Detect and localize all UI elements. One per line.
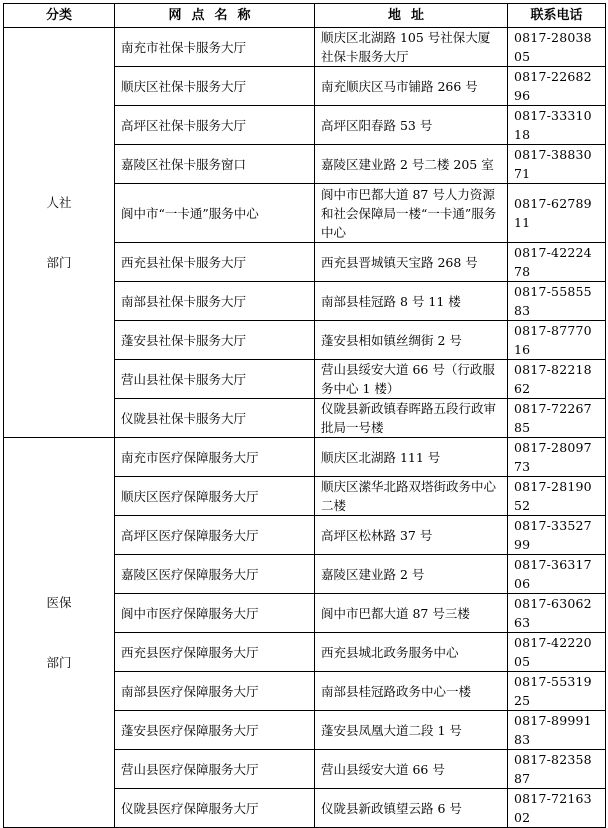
location-phone: 0817-4222005 <box>508 633 606 672</box>
header-address: 地址 <box>315 4 508 28</box>
location-phone: 0817-7226785 <box>508 399 606 438</box>
category-line2: 部门 <box>46 254 72 270</box>
location-name: 嘉陵区医疗保障服务大厅 <box>115 555 315 594</box>
category-line1: 医保 <box>46 594 72 610</box>
location-address: 仪陇县新政镇春晖路五段行政审批局一号楼 <box>315 399 508 438</box>
table-row <box>4 28 606 67</box>
location-address: 营山县绥安大道 66 号（行政服务中心 1 楼） <box>315 360 508 399</box>
location-phone: 0817-2268296 <box>508 67 606 106</box>
location-phone: 0817-8235887 <box>508 750 606 789</box>
location-address: 高坪区阳春路 53 号 <box>315 106 508 145</box>
location-name: 营山县医疗保障服务大厅 <box>115 750 315 789</box>
header-name: 网点名称 <box>115 4 315 28</box>
location-name: 蓬安县医疗保障服务大厅 <box>115 711 315 750</box>
location-address: 仪陇县新政镇望云路 6 号 <box>315 789 508 828</box>
header-phone: 联系电话 <box>508 4 606 28</box>
service-location-table <box>3 3 606 828</box>
location-phone: 0817-5585583 <box>508 282 606 321</box>
category-line2: 部门 <box>46 654 72 670</box>
location-phone: 0817-2803805 <box>508 28 606 67</box>
location-name: 顺庆区医疗保障服务大厅 <box>115 477 315 516</box>
location-name: 顺庆区社保卡服务大厅 <box>115 67 315 106</box>
location-name: 阆中市医疗保障服务大厅 <box>115 594 315 633</box>
location-phone: 0817-3352799 <box>508 516 606 555</box>
location-phone: 0817-7216302 <box>508 789 606 828</box>
location-address: 蓬安县相如镇丝绸街 2 号 <box>315 321 508 360</box>
location-address: 西充县晋城镇天宝路 268 号 <box>315 243 508 282</box>
location-address: 高坪区松林路 37 号 <box>315 516 508 555</box>
location-address: 营山县绥安大道 66 号 <box>315 750 508 789</box>
category-line1: 人社 <box>46 194 72 210</box>
location-address: 西充县城北政务服务中心 <box>315 633 508 672</box>
location-name: 南部县社保卡服务大厅 <box>115 282 315 321</box>
location-name: 南充市社保卡服务大厅 <box>115 28 315 67</box>
location-phone: 0817-5531925 <box>508 672 606 711</box>
location-name: 南充市医疗保障服务大厅 <box>115 438 315 477</box>
location-address: 南部县桂冠路政务中心一楼 <box>315 672 508 711</box>
location-address: 南部县桂冠路 8 号 11 楼 <box>315 282 508 321</box>
location-phone: 0817-8221862 <box>508 360 606 399</box>
table-header-row <box>4 4 606 28</box>
category-cell-medical <box>4 438 115 828</box>
location-name: 蓬安县社保卡服务大厅 <box>115 321 315 360</box>
location-name: 营山县社保卡服务大厅 <box>115 360 315 399</box>
location-name: 嘉陵区社保卡服务窗口 <box>115 145 315 184</box>
location-phone: 0817-8999183 <box>508 711 606 750</box>
location-phone: 0817-6306263 <box>508 594 606 633</box>
location-phone: 0817-4222478 <box>508 243 606 282</box>
location-address: 顺庆区北湖路 105 号社保大厦社保卡服务大厅 <box>315 28 508 67</box>
location-phone: 0817-6278911 <box>508 184 606 243</box>
location-name: 西充县社保卡服务大厅 <box>115 243 315 282</box>
location-name: 南部县医疗保障服务大厅 <box>115 672 315 711</box>
location-name: 阆中市“一卡通”服务中心 <box>115 184 315 243</box>
location-address: 阆中市巴都大道 87 号三楼 <box>315 594 508 633</box>
category-cell-hr <box>4 28 115 438</box>
location-phone: 0817-3631706 <box>508 555 606 594</box>
location-address: 顺庆区潆华北路双塔街政务中心二楼 <box>315 477 508 516</box>
location-address: 阆中市巴都大道 87 号人力资源和社会保障局一楼“一卡通”服务中心 <box>315 184 508 243</box>
location-name: 西充县医疗保障服务大厅 <box>115 633 315 672</box>
header-category: 分类 <box>4 4 115 28</box>
location-address: 南充顺庆区马市铺路 266 号 <box>315 67 508 106</box>
location-phone: 0817-3331018 <box>508 106 606 145</box>
location-phone: 0817-8777016 <box>508 321 606 360</box>
location-phone: 0817-2819052 <box>508 477 606 516</box>
location-name: 仪陇县医疗保障服务大厅 <box>115 789 315 828</box>
location-address: 蓬安县凤凰大道二段 1 号 <box>315 711 508 750</box>
location-address: 嘉陵区建业路 2 号 <box>315 555 508 594</box>
location-phone: 0817-2809773 <box>508 438 606 477</box>
location-address: 嘉陵区建业路 2 号二楼 205 室 <box>315 145 508 184</box>
table-row <box>4 438 606 477</box>
location-name: 仪陇县社保卡服务大厅 <box>115 399 315 438</box>
location-phone: 0817-3883071 <box>508 145 606 184</box>
location-address: 顺庆区北湖路 111 号 <box>315 438 508 477</box>
location-name: 高坪区医疗保障服务大厅 <box>115 516 315 555</box>
location-name: 高坪区社保卡服务大厅 <box>115 106 315 145</box>
